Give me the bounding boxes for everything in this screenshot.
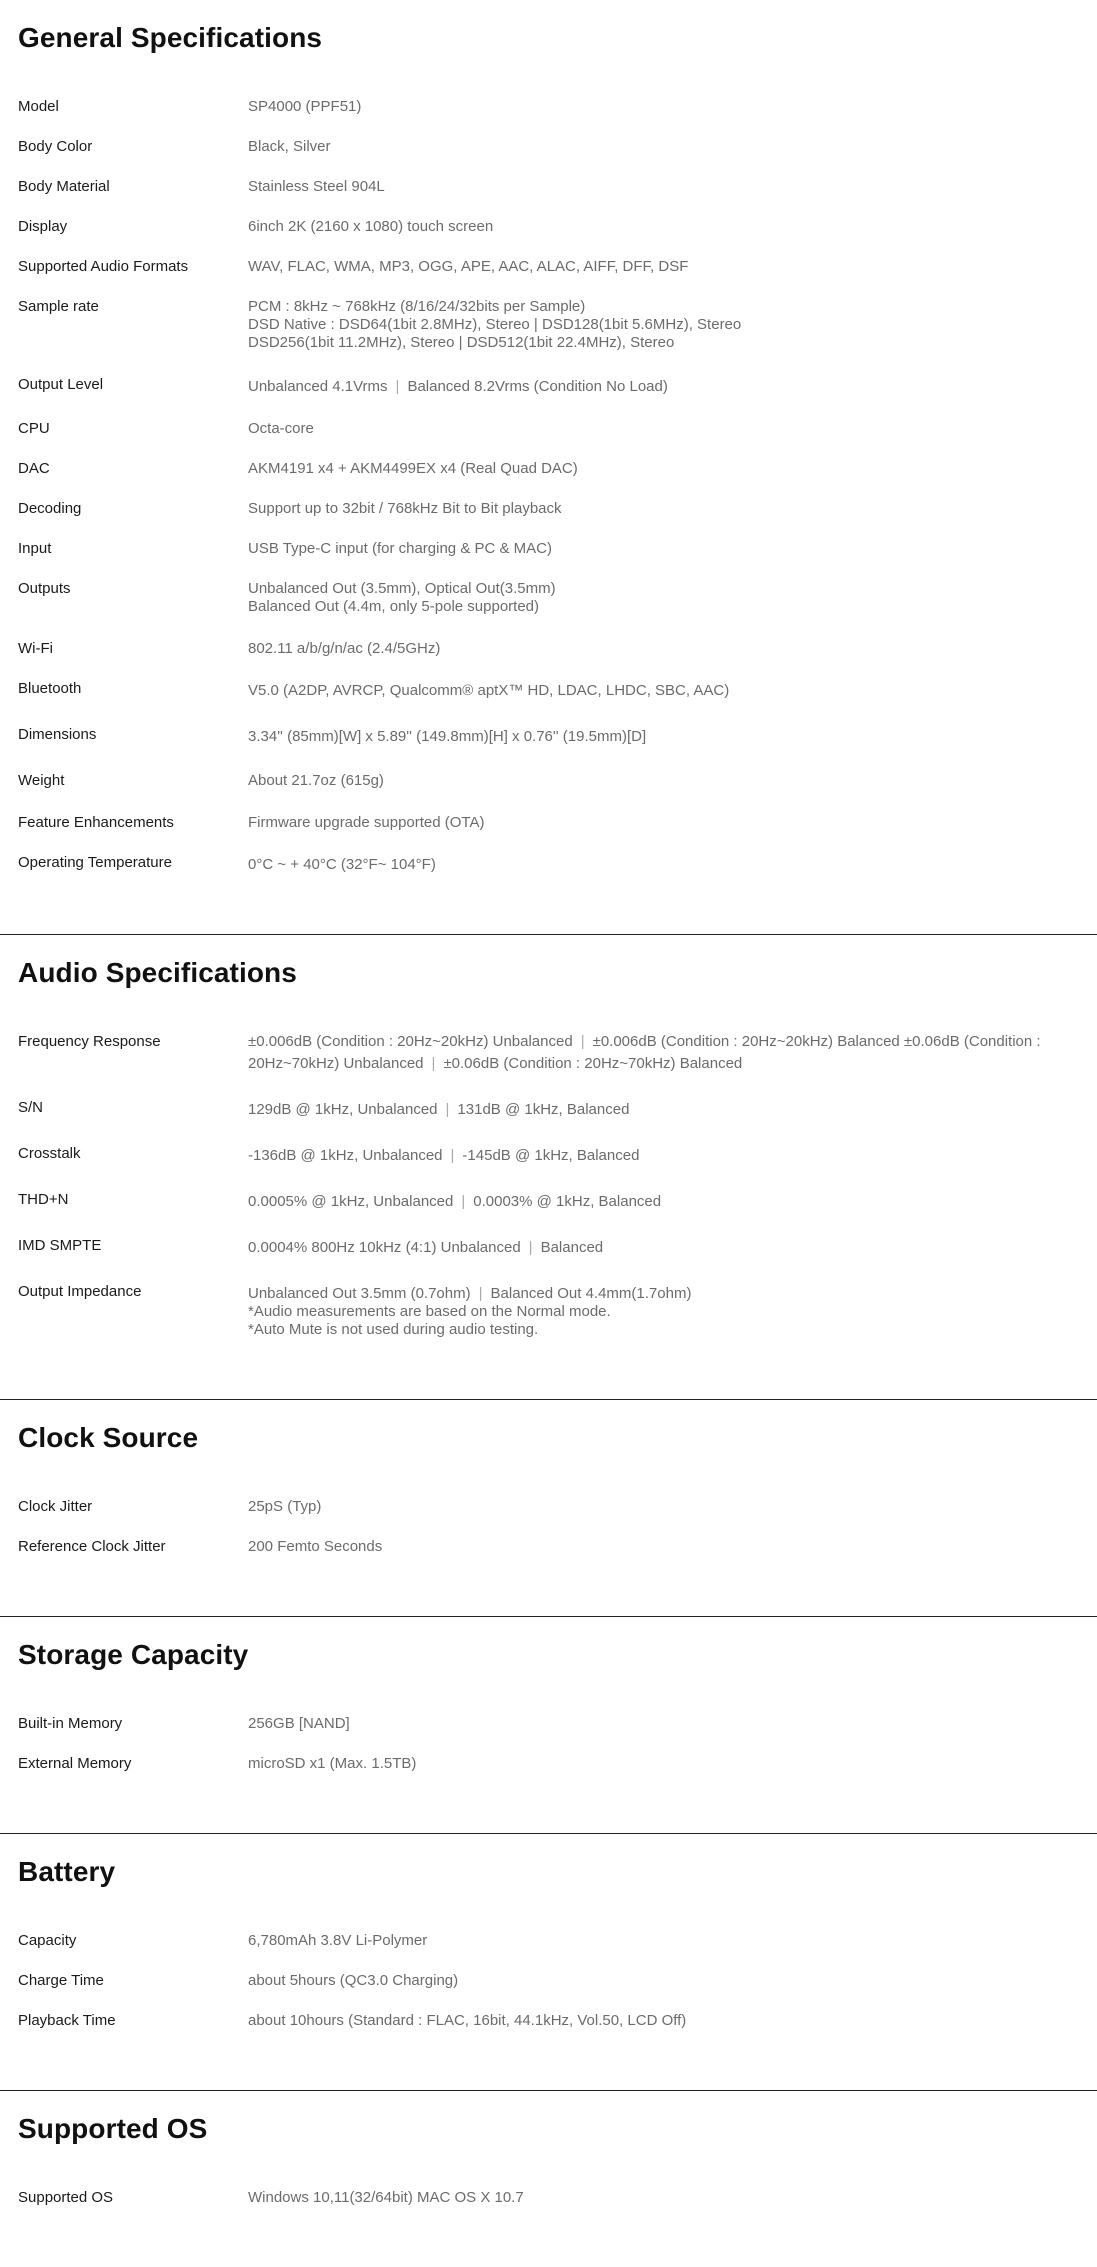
spec-row-output-level <box>0 376 1097 396</box>
separator: | <box>478 1285 483 1302</box>
spec-label: Outputs <box>18 580 71 597</box>
section-title: Clock Source <box>18 1422 199 1453</box>
spec-label: Output Level <box>18 376 104 393</box>
spec-value-part: 0.0004% 800Hz 10kHz (4:1) Unbalanced <box>248 1239 521 1256</box>
section-clock-source <box>0 1400 1097 1617</box>
spec-row-dac <box>0 460 1097 478</box>
spec-row-model <box>0 98 1097 116</box>
spec-value <box>248 1715 1097 1733</box>
spec-label: Weight <box>18 772 65 789</box>
separator: | <box>528 1239 533 1256</box>
separator: | <box>445 1101 450 1118</box>
spec-value <box>248 258 1097 276</box>
spec-value <box>248 1755 1097 1773</box>
spec-label: Capacity <box>18 1932 77 1949</box>
spec-value-part: ±0.06dB (Condition : 20Hz~70kHz) Balanced <box>443 1055 743 1072</box>
spec-value <box>248 728 1097 746</box>
spec-label: External Memory <box>18 1755 132 1772</box>
spec-value-line: *Audio measurements are based on the Normal mode. <box>248 1303 611 1320</box>
spec-value-line: About 21.7oz (615g) <box>248 772 384 789</box>
spec-value-line: Stainless Steel 904L <box>248 178 385 195</box>
spec-value-line: about 5hours (QC3.0 Charging) <box>248 1972 459 1989</box>
spec-value-line: WAV, FLAC, WMA, MP3, OGG, APE, AAC, ALAC, AIFF, DFF, DSF <box>248 258 689 275</box>
section-title: Battery <box>18 1856 116 1887</box>
spec-value <box>248 178 1097 196</box>
spec-value-line: microSD x1 (Max. 1.5TB) <box>248 1755 417 1772</box>
spec-value <box>248 1972 1097 1990</box>
spec-row-display <box>0 218 1097 236</box>
spec-label: Output Impedance <box>18 1283 142 1300</box>
spec-value-line: DSD256(1bit 11.2MHz), Stereo | DSD512(1bit 22.4MHz), Stereo <box>248 334 675 351</box>
spec-label: Input <box>18 540 52 557</box>
spec-label: S/N <box>18 1099 44 1116</box>
spec-row-clock-jitter <box>0 1498 1097 1516</box>
spec-value-part: Balanced 8.2Vrms (Condition No Load) <box>407 378 668 395</box>
spec-value <box>248 1239 1097 1257</box>
spec-value-line: Black, Silver <box>248 138 331 155</box>
spec-label: DAC <box>18 460 50 477</box>
spec-row-playback-time <box>0 2012 1097 2030</box>
spec-value-line: Unbalanced Out (3.5mm), Optical Out(3.5mm) <box>248 580 556 597</box>
spec-value-line: 25pS (Typ) <box>248 1498 322 1515</box>
spec-value-line: 0°C ~ + 40°C (32°F~ 104°F) <box>248 856 436 873</box>
spec-row-body-color <box>0 138 1097 156</box>
spec-value-line: Firmware upgrade supported (OTA) <box>248 814 485 831</box>
spec-value <box>248 1193 1097 1211</box>
spec-row-capacity <box>0 1932 1097 1950</box>
spec-value-line: Support up to 32bit / 768kHz Bit to Bit playback <box>248 500 562 517</box>
spec-value-line: 6,780mAh 3.8V Li-Polymer <box>248 1932 428 1949</box>
spec-value-part: Unbalanced 4.1Vrms <box>248 378 388 395</box>
spec-value-line: *Auto Mute is not used during audio testing. <box>248 1321 539 1338</box>
spec-value-part: -136dB @ 1kHz, Unbalanced <box>248 1147 443 1164</box>
spec-label: Built-in Memory <box>18 1715 123 1732</box>
spec-label: IMD SMPTE <box>18 1237 102 1254</box>
spec-value <box>248 1147 1097 1165</box>
spec-row-input <box>0 540 1097 558</box>
spec-value <box>248 640 1097 658</box>
spec-value <box>248 98 1097 116</box>
spec-label: Body Material <box>18 178 110 195</box>
spec-value-part: Balanced <box>540 1239 604 1256</box>
spec-value-line: PCM : 8kHz ~ 768kHz (8/16/24/32bits per Sample) <box>248 298 586 315</box>
spec-value-line: Octa-core <box>248 420 314 437</box>
spec-row-body-material <box>0 178 1097 196</box>
spec-value-line: 6inch 2K (2160 x 1080) touch screen <box>248 218 494 235</box>
spec-row-external-memory <box>0 1755 1097 1773</box>
spec-value-part: 0.0003% @ 1kHz, Balanced <box>473 1193 662 1210</box>
spec-row-operating-temperature <box>0 854 1097 874</box>
spec-row-decoding <box>0 500 1097 518</box>
spec-value-part: Unbalanced Out 3.5mm (0.7ohm) <box>248 1285 471 1302</box>
spec-value <box>248 1538 1097 1556</box>
spec-value <box>248 298 1097 352</box>
spec-row-outputs <box>0 580 1097 616</box>
section-storage-capacity <box>0 1617 1097 1834</box>
spec-value <box>248 138 1097 156</box>
spec-label: Reference Clock Jitter <box>18 1538 166 1555</box>
spec-value <box>248 500 1097 518</box>
spec-value <box>248 540 1097 558</box>
spec-row-built-in-memory <box>0 1715 1097 1733</box>
spec-label: Charge Time <box>18 1972 104 1989</box>
spec-value-line: USB Type-C input (for charging & PC & MAC) <box>248 540 552 557</box>
spec-value-line: SP4000 (PPF51) <box>248 98 362 115</box>
section-audio-specifications <box>0 935 1097 1400</box>
spec-value-part: 129dB @ 1kHz, Unbalanced <box>248 1101 438 1118</box>
spec-value-part: ±0.006dB (Condition : 20Hz~20kHz) Balanced ±0.06dB (Condition : 20Hz~70kHz) Unbalanced <box>248 1033 1041 1072</box>
spec-row-s-n <box>0 1099 1097 1119</box>
spec-label: Feature Enhancements <box>18 814 174 831</box>
spec-row-thd-n <box>0 1191 1097 1211</box>
spec-value-line: 200 Femto Seconds <box>248 1538 383 1555</box>
spec-value-part: Balanced Out 4.4mm(1.7ohm) <box>490 1285 692 1302</box>
spec-row-feature-enhancements <box>0 814 1097 832</box>
spec-value-part: 131dB @ 1kHz, Balanced <box>457 1101 630 1118</box>
spec-value <box>248 1498 1097 1516</box>
spec-label: CPU <box>18 420 50 437</box>
spec-row-supported-os <box>0 2189 1097 2207</box>
spec-label: Crosstalk <box>18 1145 81 1162</box>
spec-label: Playback Time <box>18 2012 116 2029</box>
spec-value-line: 3.34'' (85mm)[W] x 5.89'' (149.8mm)[H] x 0.76'' (19.5mm)[D] <box>248 728 647 745</box>
separator: | <box>450 1147 455 1164</box>
spec-value <box>248 814 1097 832</box>
spec-value <box>248 460 1097 478</box>
spec-value <box>248 1031 1097 1075</box>
spec-value <box>248 420 1097 438</box>
spec-value-line: Windows 10,11(32/64bit) MAC OS X 10.7 <box>248 2189 524 2206</box>
spec-row-crosstalk <box>0 1145 1097 1165</box>
spec-row-dimensions <box>0 726 1097 746</box>
spec-value-line: V5.0 (A2DP, AVRCP, Qualcomm® aptX™ HD, LDAC, LHDC, SBC, AAC) <box>248 682 730 699</box>
spec-row-cpu <box>0 420 1097 438</box>
spec-row-bluetooth <box>0 680 1097 700</box>
section-title: General Specifications <box>18 22 323 53</box>
section-title: Audio Specifications <box>18 957 297 988</box>
spec-value <box>248 772 1097 790</box>
spec-value <box>248 580 1097 616</box>
spec-value-part: -145dB @ 1kHz, Balanced <box>462 1147 640 1164</box>
spec-value <box>248 2012 1097 2030</box>
spec-label: Operating Temperature <box>18 854 172 871</box>
separator: | <box>461 1193 466 1210</box>
spec-row-charge-time <box>0 1972 1097 1990</box>
spec-row-output-impedance <box>0 1283 1097 1339</box>
spec-value-line: AKM4191 x4 + AKM4499EX x4 (Real Quad DAC) <box>248 460 578 477</box>
spec-label: Supported Audio Formats <box>18 258 189 275</box>
spec-value-part: ±0.006dB (Condition : 20Hz~20kHz) Unbalanced <box>248 1033 573 1050</box>
spec-value-line: about 10hours (Standard : FLAC, 16bit, 44.1kHz, Vol.50, LCD Off) <box>248 2012 687 2029</box>
spec-row-sample-rate <box>0 298 1097 352</box>
section-title: Supported OS <box>18 2113 208 2144</box>
section-general-specifications <box>0 0 1097 935</box>
spec-row-frequency-response <box>0 1033 1097 1075</box>
spec-row-wi-fi <box>0 640 1097 658</box>
spec-label: Wi-Fi <box>18 640 53 657</box>
spec-label: Sample rate <box>18 298 99 315</box>
section-supported-os <box>0 2091 1097 2267</box>
spec-value <box>248 1932 1097 1950</box>
spec-label: Model <box>18 98 59 115</box>
spec-row-reference-clock-jitter <box>0 1538 1097 1556</box>
spec-value <box>248 378 1097 396</box>
spec-label: Display <box>18 218 68 235</box>
spec-label: Frequency Response <box>18 1033 161 1050</box>
separator: | <box>431 1055 436 1072</box>
section-title: Storage Capacity <box>18 1639 249 1670</box>
spec-value <box>248 682 1097 700</box>
section-battery <box>0 1834 1097 2091</box>
spec-value <box>248 2189 1097 2207</box>
spec-row-weight <box>0 772 1097 790</box>
spec-row-imd-smpte <box>0 1237 1097 1257</box>
spec-value <box>248 1285 1097 1339</box>
separator: | <box>395 378 400 395</box>
spec-value-line: Balanced Out (4.4m, only 5-pole supported) <box>248 598 539 615</box>
spec-label: Dimensions <box>18 726 97 743</box>
spec-value-line: 256GB [NAND] <box>248 1715 350 1732</box>
spec-label: Bluetooth <box>18 680 82 697</box>
spec-label: Body Color <box>18 138 93 155</box>
spec-label: THD+N <box>18 1191 69 1208</box>
spec-row-supported-audio-formats <box>0 258 1097 276</box>
spec-label: Supported OS <box>18 2189 114 2206</box>
spec-value <box>248 856 1097 874</box>
separator: | <box>580 1033 585 1050</box>
spec-value-line: DSD Native : DSD64(1bit 2.8MHz), Stereo | DSD128(1bit 5.6MHz), Stereo <box>248 316 742 333</box>
spec-value-part: 0.0005% @ 1kHz, Unbalanced <box>248 1193 454 1210</box>
spec-label: Decoding <box>18 500 82 517</box>
spec-value <box>248 218 1097 236</box>
spec-value <box>248 1101 1097 1119</box>
spec-label: Clock Jitter <box>18 1498 93 1515</box>
spec-value-line: 802.11 a/b/g/n/ac (2.4/5GHz) <box>248 640 441 657</box>
